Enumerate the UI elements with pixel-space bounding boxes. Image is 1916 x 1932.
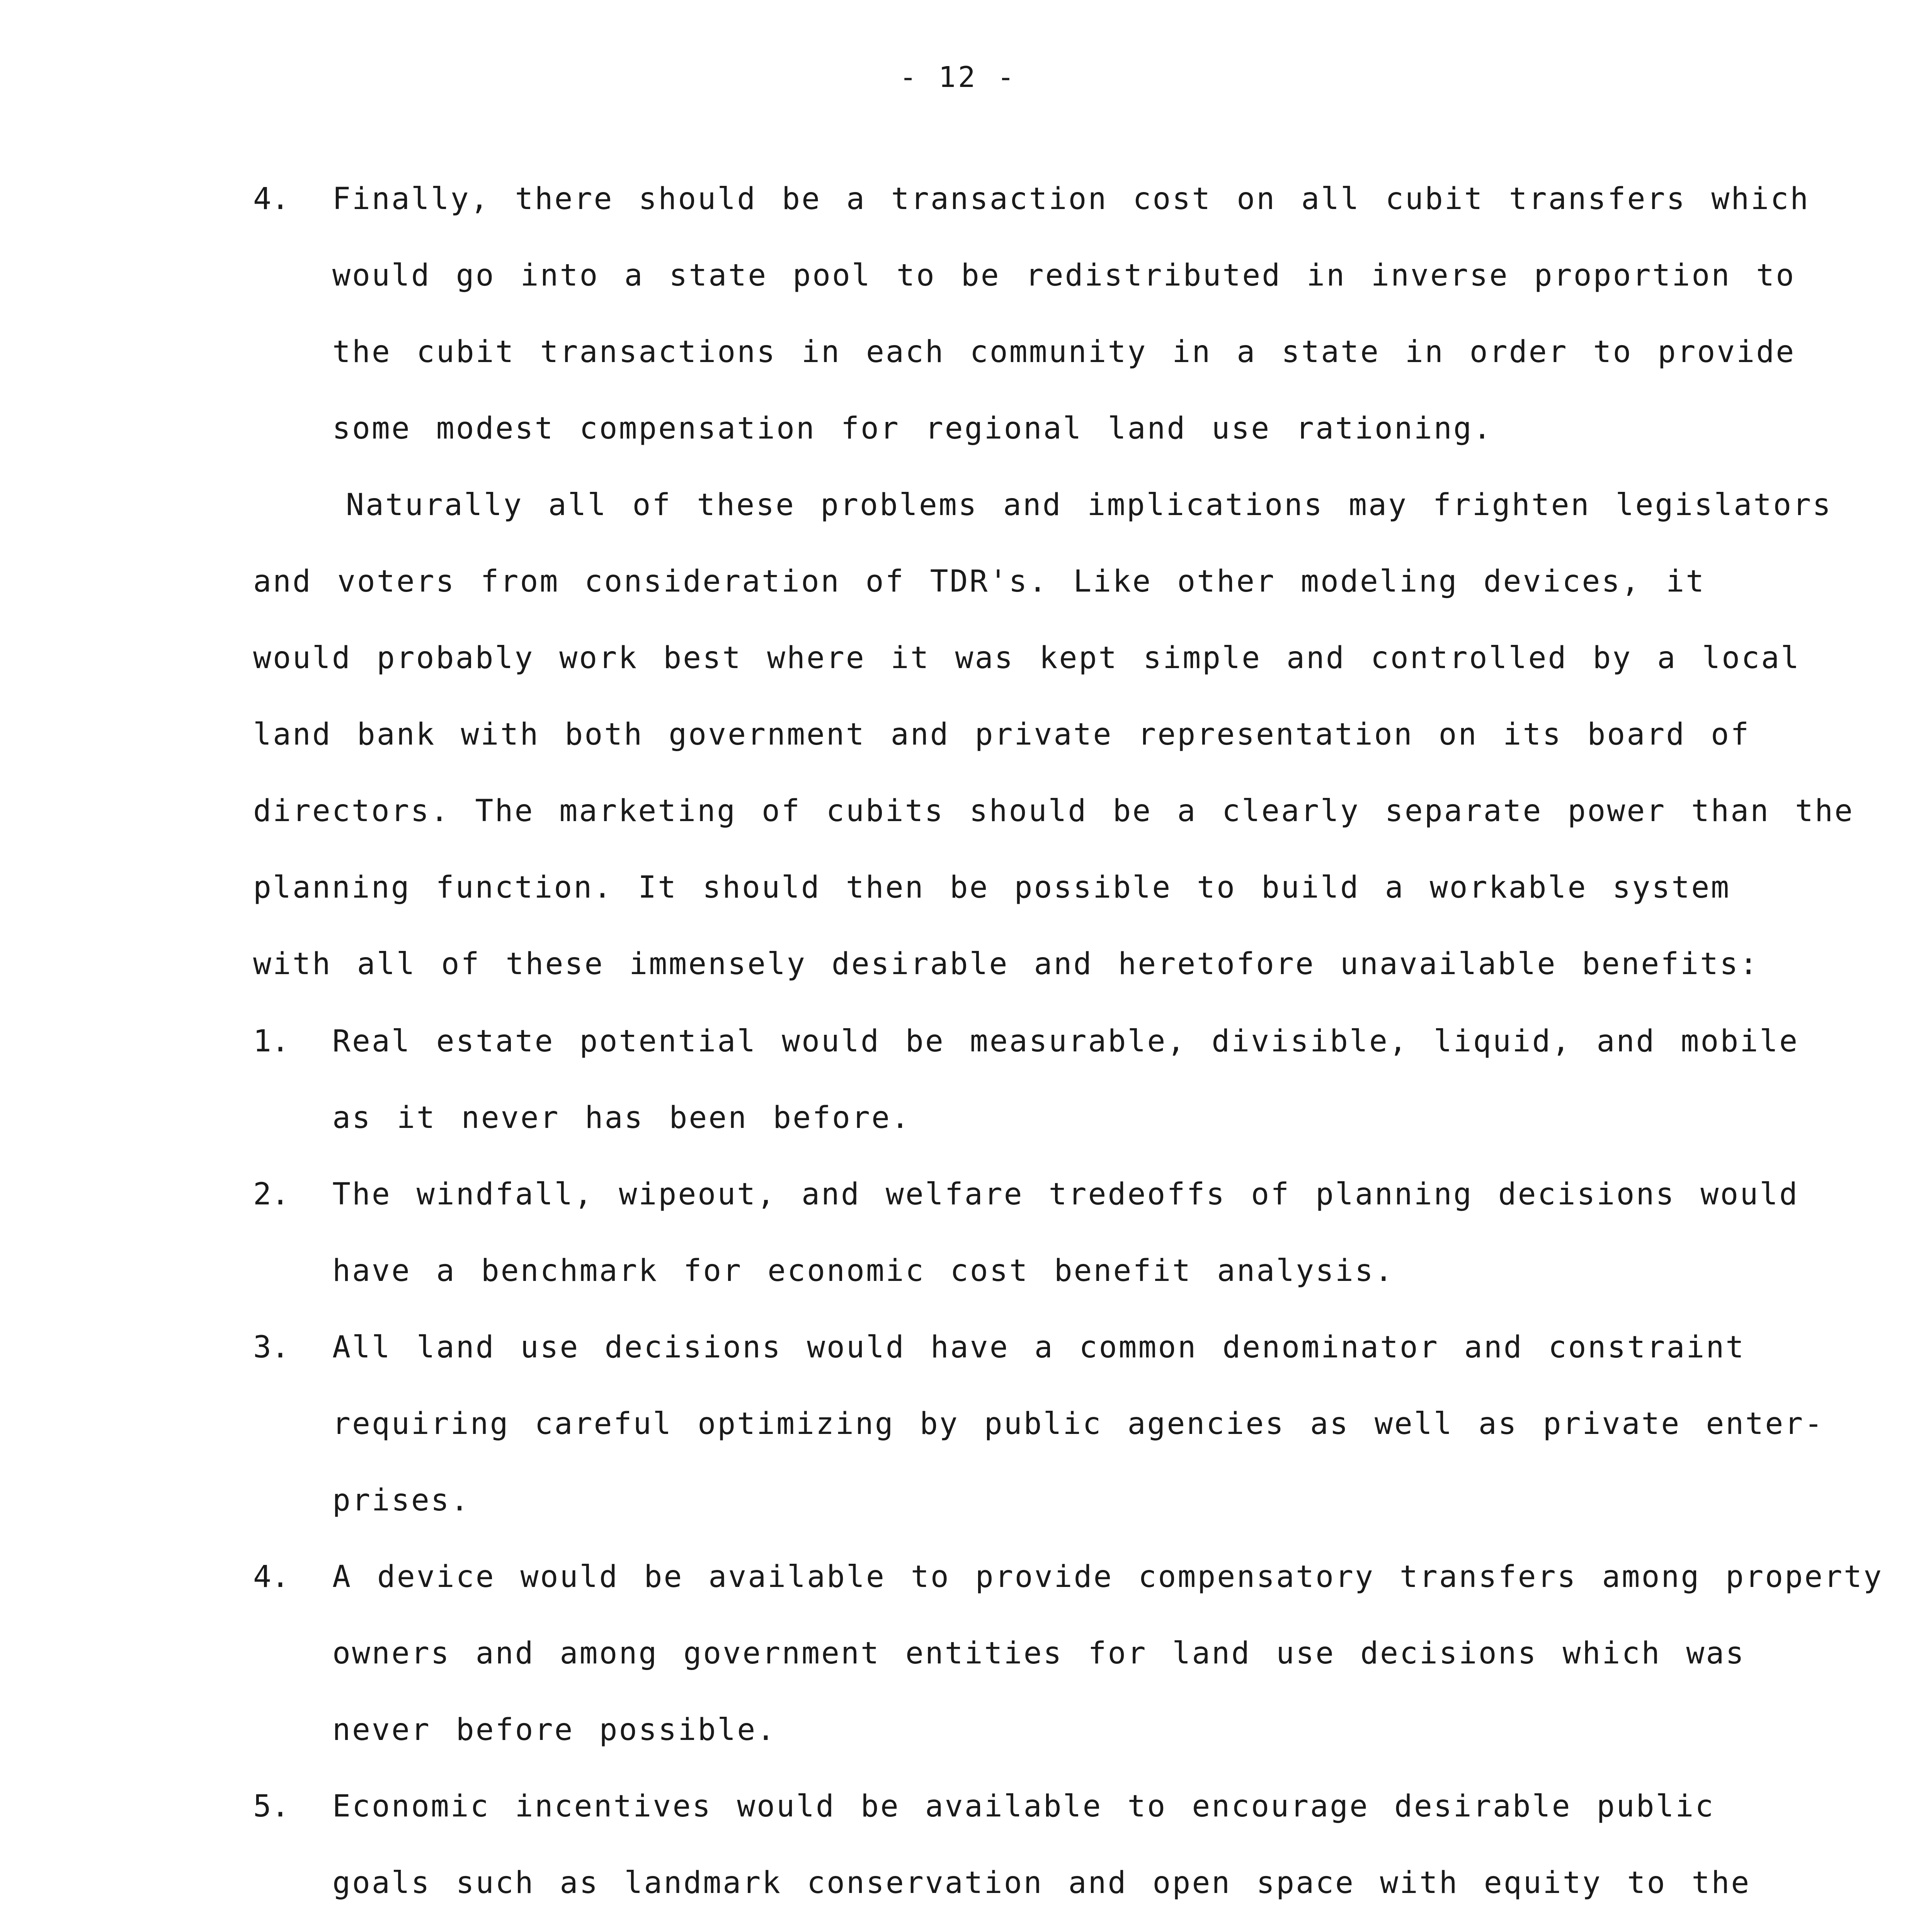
- text-line: the cubit transactions in each community in a state in order to provide: [332, 335, 1796, 369]
- benefit-line: All land use decisions would have a common denominator and constraint: [332, 1330, 1746, 1365]
- paragraph-line: and voters from consideration of TDR's. Like other modeling devices, it: [253, 564, 1706, 599]
- benefit-line: owners and among government entities for land use decisions which was: [332, 1636, 1746, 1671]
- benefit-line: Real estate potential would be measurable, divisible, liquid, and mobile: [332, 1024, 1799, 1059]
- benefit-number: 3.: [253, 1330, 289, 1365]
- text-line: would go into a state pool to be redistributed in inverse proportion to: [332, 258, 1796, 293]
- paragraph-line: with all of these immensely desirable and heretofore unavailable benefits:: [253, 947, 1759, 981]
- benefit-line: goals such as landmark conservation and open space with equity to the: [332, 1866, 1751, 1900]
- text-line: some modest compensation for regional land use rationing.: [332, 411, 1493, 446]
- benefit-line: The windfall, wipeout, and welfare tredeoffs of planning decisions would: [332, 1177, 1799, 1212]
- paragraph-line: planning function. It should then be possible to build a workable system: [253, 870, 1731, 905]
- benefit-line: prises.: [332, 1483, 470, 1518]
- benefit-line: as it never has been before.: [332, 1100, 911, 1135]
- item-number: 4.: [253, 182, 289, 216]
- benefit-number: 4.: [253, 1560, 289, 1594]
- benefit-number: 1.: [253, 1024, 289, 1059]
- benefit-number: 5.: [253, 1789, 289, 1824]
- text-line: Finally, there should be a transaction cost on all cubit transfers which: [332, 182, 1810, 216]
- benefit-line: A device would be available to provide compensatory transfers among property: [332, 1560, 1883, 1594]
- benefit-number: 2.: [253, 1177, 289, 1212]
- benefit-line: never before possible.: [332, 1713, 777, 1747]
- page-number: - 12 -: [899, 61, 1017, 94]
- benefit-line: requiring careful optimizing by public agencies as well as private enter-: [332, 1406, 1824, 1441]
- benefit-line: have a benchmark for economic cost benefit analysis.: [332, 1253, 1394, 1288]
- paragraph-line: would probably work best where it was kept simple and controlled by a local: [253, 641, 1800, 675]
- paragraph-line: directors. The marketing of cubits should be a clearly separate power than the: [253, 794, 1854, 828]
- paragraph-line: land bank with both government and private representation on its board of: [253, 717, 1751, 752]
- benefit-line: Economic incentives would be available to encourage desirable public: [332, 1789, 1715, 1824]
- paragraph-line: Naturally all of these problems and implications may frighten legislators: [346, 488, 1833, 522]
